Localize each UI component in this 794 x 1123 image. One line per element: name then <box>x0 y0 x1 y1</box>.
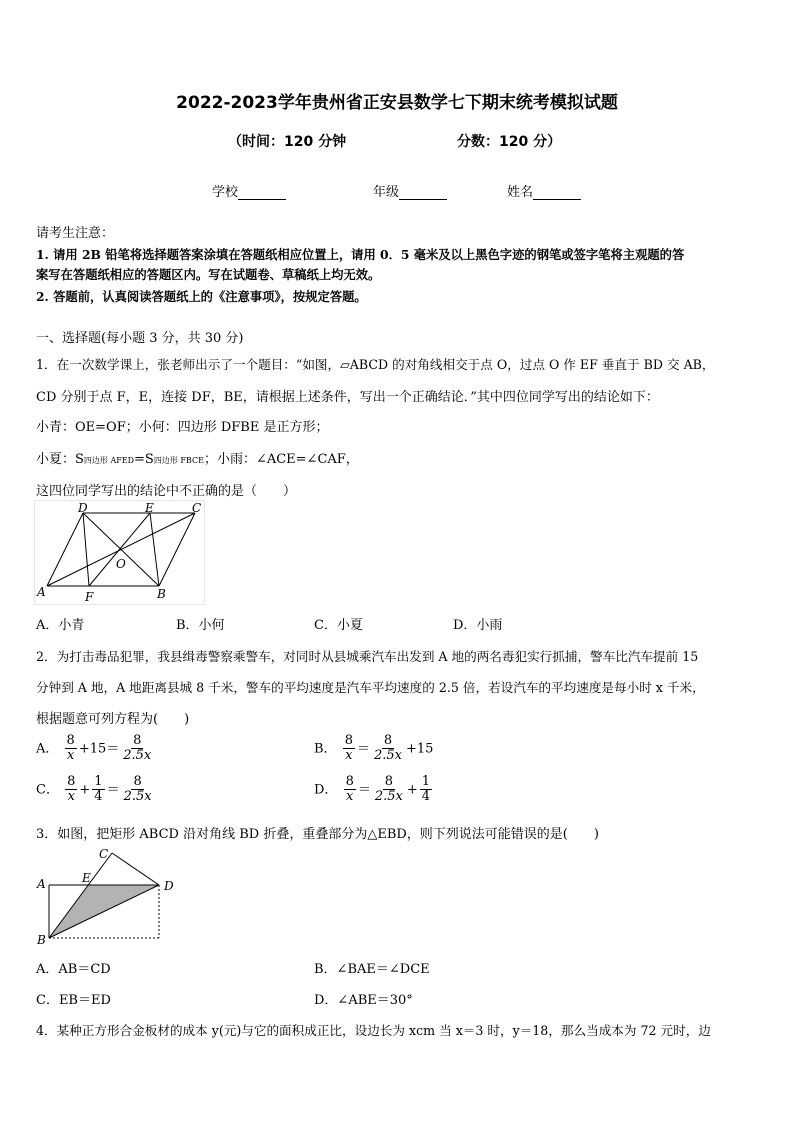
q2-b-num-1: 8 <box>344 733 353 748</box>
q1-line-be <box>150 513 159 586</box>
notice-line-2: 2. 答题前，认真阅读答题纸上的《注意事项》，按规定答题。 <box>36 289 367 304</box>
q1-line-4 <box>36 448 359 467</box>
q1-label-e: E <box>145 501 154 515</box>
name-blank <box>533 187 581 200</box>
q1-diagonal-bd <box>83 513 159 586</box>
q2-d-den-1: x <box>346 789 354 805</box>
q1-option-d: D．小雨 <box>453 618 503 633</box>
q1-option-a: A．小青 <box>36 618 85 633</box>
q2-a-frac-2 <box>121 734 153 764</box>
q1-line-5: 这四位同学写出的结论中不正确的是（ ） <box>36 484 297 499</box>
q1-label-f: F <box>85 590 94 604</box>
notice-line-1a: 1. 请用 2B 铅笔将选择题答案涂填在答题纸相应位置上，请用 0．5 毫米及以上黑色字迹的钢笔或签字笔将主观题的答 <box>36 247 685 262</box>
q2-b-frac-2 <box>372 734 404 764</box>
q1-label-a: A <box>37 585 46 599</box>
q1-line-df <box>83 513 89 586</box>
q2-b-tail: +15 <box>406 741 434 757</box>
q2-d-num-2: 8 <box>384 774 394 789</box>
q2-a-frac-1 <box>65 734 77 764</box>
q2-c-num-1: 8 <box>67 774 76 789</box>
q3-option-b: B．∠BAE＝∠DCE <box>314 962 430 977</box>
grade-label: 年级 <box>373 185 400 200</box>
q2-option-a <box>36 734 155 764</box>
q3-label-d: D <box>164 879 174 893</box>
q2-d-frac-2 <box>373 775 405 805</box>
q2-d-frac-3 <box>420 775 432 805</box>
q1-line-1: 1．在一次数学课上，张老师出示了一个题目：“如图，▱ABCD 的对角线相交于点 O，过点 O 作 EF 垂直于 BD 交 AB， <box>36 357 715 372</box>
q2-option-b-label: B． <box>314 741 337 757</box>
q1-line-4c: ；小雨：∠ACE=∠CAF， <box>203 452 359 467</box>
exam-score: 分数：120 分） <box>457 134 562 150</box>
q1-edge-bc <box>159 513 195 586</box>
q1-line-4a: 小夏：S <box>36 452 84 467</box>
q2-option-c <box>36 775 156 805</box>
notice-heading: 请考生注意： <box>36 226 115 241</box>
q2-a-num-2: 8 <box>133 733 142 748</box>
q1-label-d: D <box>78 501 88 515</box>
school-field <box>212 181 286 200</box>
q1-label-c: C <box>192 501 202 515</box>
notice-line-1b: 案写在答题纸相应的答题区内。写在试题卷、草稿纸上均无效。 <box>36 267 381 282</box>
q2-a-num-1: 8 <box>66 733 75 748</box>
q2-c-frac-3 <box>122 775 154 805</box>
q3-option-c: C．EB＝ED <box>36 993 111 1008</box>
q2-option-c-label: C． <box>36 782 59 798</box>
q2-b-mid: ＝ <box>356 741 370 757</box>
q2-c-den-2: 4 <box>94 789 103 805</box>
q2-line-2: 分钟到 A 地，A 地距离县城 8 千米，警车的平均速度是汽车平均速度的 2.5 倍，若设汽车的平均速度是每小时 x 千米， <box>36 680 705 695</box>
q3-label-b: B <box>37 933 46 945</box>
q1-sub-2: 四边形 FBCE <box>153 456 204 465</box>
grade-blank <box>399 187 447 200</box>
q2-d-num-3: 1 <box>421 774 431 789</box>
school-label: 学校 <box>212 185 239 200</box>
q4-line-1: 4．某种正方形合金板材的成本 y(元)与它的面积成正比，设边长为 xcm 当 x＝3 时，y＝18，那么当成本为 72 元时，边 <box>36 1023 711 1038</box>
q2-b-den-1: x <box>345 748 353 764</box>
q2-a-mid: +15＝ <box>78 741 120 757</box>
q1-line-3: 小青：OE=OF；小何：四边形 DFBE 是正方形； <box>36 420 329 435</box>
q2-c-num-3: 8 <box>133 774 142 789</box>
q2-option-d <box>314 775 434 805</box>
q3-edge-cd <box>112 853 159 885</box>
q3-label-c: C <box>99 847 109 861</box>
q2-c-frac-2 <box>92 775 104 805</box>
q2-a-den-1: x <box>67 748 75 764</box>
q1-parallelogram-figure <box>34 500 209 606</box>
q1-sub-1: 四边形 AFED <box>83 456 135 465</box>
q2-c-num-2: 1 <box>94 774 103 789</box>
q2-d-eq: ＝ <box>357 782 371 798</box>
q3-line-1: 3．如图，把矩形 ABCD 沿对角线 BD 折叠，重叠部分为△EBD，则下列说法可能错误的是( ) <box>36 827 599 842</box>
q2-c-eq: ＝ <box>106 782 120 798</box>
name-label: 姓名 <box>507 185 534 200</box>
q2-b-den-2: 2.5x <box>374 748 403 764</box>
q2-line-3: 根据题意可列方程为( ) <box>36 712 190 727</box>
q2-d-plus: + <box>406 782 418 798</box>
q2-c-den-3: 2.5x <box>123 789 152 805</box>
q2-c-den-1: x <box>67 789 75 805</box>
name-field <box>507 181 581 200</box>
q1-line-2: CD 分别于点 F，E，连接 DF，BE，请根据上述条件，写出一个正确结论．”其中四位同学写出的结论如下： <box>36 390 659 405</box>
page-title: 2022-2023学年贵州省正安县数学七下期末统考模拟试题 <box>176 93 618 113</box>
q3-label-e: E <box>82 871 91 885</box>
school-blank <box>238 187 286 200</box>
q2-c-frac-1 <box>65 775 77 805</box>
q2-a-den-2: 2.5x <box>123 748 152 764</box>
q3-option-a: A．AB＝CD <box>36 962 111 977</box>
q2-d-frac-1 <box>344 775 356 805</box>
q2-c-plus: + <box>79 782 91 798</box>
q2-b-num-2: 8 <box>383 733 393 748</box>
q1-figure-frame <box>35 501 205 605</box>
q1-option-b: B．小何 <box>176 618 225 633</box>
q2-d-den-2: 2.5x <box>374 789 403 805</box>
q1-edge-ad <box>47 513 83 586</box>
q2-d-den-3: 4 <box>421 789 431 805</box>
q2-d-num-1: 8 <box>345 774 354 789</box>
q1-line-4b: =S <box>134 452 154 467</box>
q1-option-c: C．小夏 <box>314 618 363 633</box>
exam-time: （时间：120 分钟 <box>228 134 347 150</box>
q2-option-a-label: A． <box>36 741 59 757</box>
q1-label-o: O <box>116 557 126 571</box>
section-heading: 一、选择题(每小题 3 分，共 30 分) <box>36 331 244 346</box>
q2-b-frac-1 <box>343 734 355 764</box>
q2-option-b <box>314 734 433 764</box>
q1-label-b: B <box>157 587 166 601</box>
q1-line-ef <box>89 513 150 586</box>
q3-rectangle-fold-figure <box>34 845 184 945</box>
q3-option-d: D．∠ABE＝30° <box>314 993 413 1008</box>
q3-label-a: A <box>37 877 46 891</box>
q2-line-1: 2．为打击毒品犯罪，我县缉毒警察乘警车，对同时从县城乘汽车出发到 A 地的两名毒犯实行抓捕，警车比汽车提前 15 <box>36 649 699 664</box>
grade-field <box>373 181 447 200</box>
q2-option-d-label: D． <box>314 782 338 798</box>
